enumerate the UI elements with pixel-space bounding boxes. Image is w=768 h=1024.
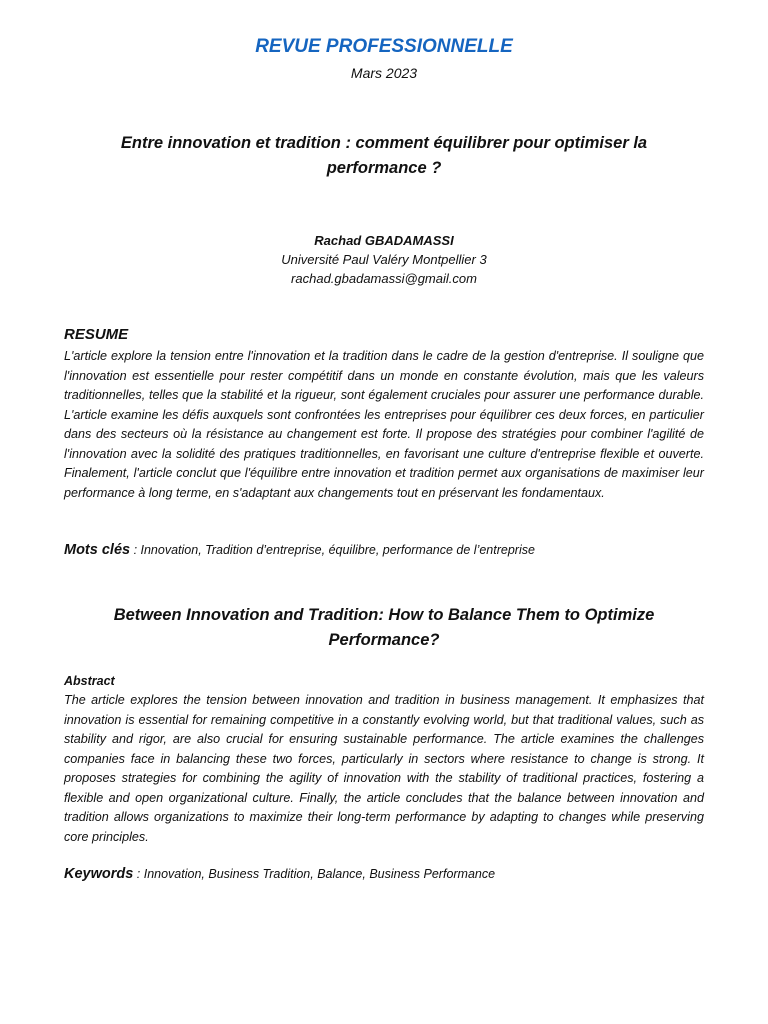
abstract-heading: Abstract: [64, 674, 115, 688]
resume-text: L'article explore la tension entre l'innovation et la tradition dans le cadre de la gestion d'entreprise. Il souligne que l'innovation est essentielle pour rester compétitif dans un monde en constante évolution, mais que les valeurs traditionnelles, telles que la stabilité et la rigueur, sont également cruciales pour assurer une performance durable. L'article examine les défis auxquels sont confrontées les entreprises pour équilibrer ces deux forces, en particulier dans des secteurs où la résistance au changement est forte. Il propose des stratégies pour combiner l'agilité de l'innovation avec la solidité des pratiques traditionnelles, en favorisant une culture d'entreprise flexible et ouverte. Finalement, l'article conclut que l'équilibre entre innovation et tradition permet aux organisations de maximiser leur performance à long terme, en s'adaptant aux changements tout en préservant les fondamentaux.: [64, 349, 704, 500]
french-keywords-label: Mots clés: [64, 542, 131, 558]
author-affiliation: Université Paul Valéry Montpellier 3: [281, 252, 487, 267]
author-block: [0, 231, 768, 288]
french-title: Entre innovation et tradition : comment équilibrer pour optimiser la performance ?: [120, 134, 648, 177]
english-keywords-label: Keywords: [64, 866, 134, 882]
publication-date: Mars 2023: [350, 65, 418, 81]
author-name: Rachad GBADAMASSI: [314, 233, 454, 248]
author-email: rachad.gbadamassi@gmail.com: [291, 271, 477, 286]
resume-heading: RESUME: [64, 326, 129, 343]
french-keywords: [64, 542, 724, 558]
english-keywords: [64, 866, 724, 882]
abstract-text: The article explores the tension between innovation and tradition in business management. It emphasizes that innovation is essential for remaining competitive in a constantly evolving world, but that traditional values, such as stability and rigor, are also crucial for ensuring sustainable performance. The article examines the challenges companies face in balancing these two forces, particularly in sectors where resistance to change is strong. It proposes strategies for combining the agility of innovation with the stability of traditional practices, fostering a flexible and open organizational culture. Finally, the article concludes that the balance between innovation and tradition allows organizations to maximize their long-term performance by adapting to changes while preserving core principles.: [64, 693, 704, 844]
english-keywords-text: : Innovation, Business Tradition, Balance, Business Performance: [133, 867, 496, 881]
english-title: Between Innovation and Tradition: How to Balance Them to Optimize Performance?: [113, 606, 655, 649]
journal-title: REVUE PROFESSIONNELLE: [255, 36, 513, 57]
french-keywords-text: : Innovation, Tradition d’entreprise, équilibre, performance de l’entreprise: [130, 543, 535, 557]
